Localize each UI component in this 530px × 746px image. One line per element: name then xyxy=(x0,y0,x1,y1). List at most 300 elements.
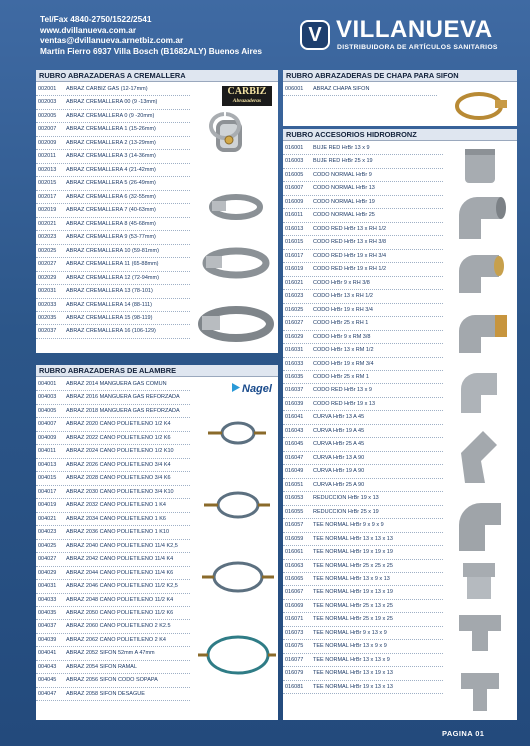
product-row xyxy=(283,142,443,155)
product-description: CODO NORMAL HrBr 13 xyxy=(313,185,375,192)
product-row xyxy=(36,325,190,338)
product-description: ABRAZ 2050 CANO POLIETILENO 11/2 K6 xyxy=(66,609,174,616)
product-row xyxy=(283,398,443,411)
header xyxy=(0,0,530,70)
product-description: CODO HrBr 25 x RM 1 xyxy=(313,373,369,380)
product-description: ABRAZ 2044 CANO POLIETILENO 11/4 K6 xyxy=(66,569,174,576)
product-code: 016045 xyxy=(285,441,304,448)
product-code: 002027 xyxy=(38,261,57,268)
product-row xyxy=(283,506,443,519)
product-code: 004029 xyxy=(38,569,57,576)
product-code: 002013 xyxy=(38,166,57,173)
product-list-hidrobronz xyxy=(283,142,443,694)
product-row xyxy=(36,499,190,512)
section-title-alambre: RUBRO ABRAZADERAS DE ALAMBRE xyxy=(36,365,278,377)
product-row xyxy=(36,674,190,687)
product-code: 016071 xyxy=(285,616,304,623)
product-code: 016065 xyxy=(285,576,304,582)
logo-name: VILLANUEVA xyxy=(336,16,493,43)
product-row xyxy=(36,661,190,674)
product-description: ABRAZ 2046 CANO POLIETILENO 11/2 K2,5 xyxy=(66,583,178,590)
nagel-logo xyxy=(232,383,272,395)
product-description: ABRAZ 2058 SIFON DESAGUE xyxy=(66,690,145,697)
product-row xyxy=(283,519,443,532)
product-row xyxy=(283,169,443,182)
product-description: ABRAZ 2048 CANO POLIETILENO 11/2 K4 xyxy=(66,596,174,603)
product-description: ABRAZ CREMALLERA 4 (21-42mm) xyxy=(66,166,156,173)
product-code: 004021 xyxy=(38,515,57,522)
product-code: 016049 xyxy=(285,468,304,475)
product-description: CODO RED HrBr 13 x RH 3/8 xyxy=(313,239,387,246)
product-description: ABRAZ CREMALLERA 5 (26-49mm) xyxy=(66,180,156,187)
product-row xyxy=(283,250,443,263)
product-row xyxy=(36,513,190,526)
fitting-images xyxy=(447,143,513,718)
hose-clamp-images xyxy=(196,110,276,350)
product-code: 016051 xyxy=(285,481,304,488)
product-description: ABRAZ 2040 CANO POLIETILENO 11/4 K2,5 xyxy=(66,542,178,549)
product-row xyxy=(283,182,443,195)
product-code: 002011 xyxy=(38,153,56,160)
product-description: ABRAZ 2034 CANO POLIETILENO 1 K6 xyxy=(66,515,166,522)
product-code: 016047 xyxy=(285,454,304,461)
product-description: CURVA HrBr 19 A 90 xyxy=(313,468,365,475)
product-code: 002019 xyxy=(38,207,57,214)
product-code: 004019 xyxy=(38,502,57,509)
product-description: REDUCCION HrBr 19 x 13 xyxy=(313,495,379,502)
product-code: 016025 xyxy=(285,306,304,313)
product-description: ABRAZ CREMALLERA 8 (45-68mm) xyxy=(66,220,156,227)
product-code: 016067 xyxy=(285,589,304,596)
product-row xyxy=(36,312,190,325)
product-code: 016073 xyxy=(285,629,304,636)
product-list-cremallera xyxy=(36,83,190,339)
product-row xyxy=(36,177,190,190)
product-row xyxy=(283,452,443,465)
product-row xyxy=(283,479,443,492)
section-chapa xyxy=(283,70,517,126)
product-row xyxy=(36,272,190,285)
product-description: CODO NORMAL HrBr 19 xyxy=(313,198,375,205)
contact-block xyxy=(40,14,262,56)
product-description: ABRAZ 2062 CANO POLIETILENO 2 K4 xyxy=(66,636,166,643)
product-code: 004035 xyxy=(38,609,57,616)
product-list-alambre xyxy=(36,378,190,701)
product-code: 004007 xyxy=(38,421,57,428)
product-code: 016003 xyxy=(285,158,304,165)
villanueva-logo xyxy=(300,18,500,60)
product-row xyxy=(283,425,443,438)
product-description: ABRAZ 2052 SIFON 52mm A 47mm xyxy=(66,650,155,657)
tee-reducing-icon xyxy=(461,673,499,711)
wire-clamp-xlarge-icon xyxy=(198,637,276,673)
product-row xyxy=(283,600,443,613)
product-description: CODO HrBr 19 x RH 3/4 xyxy=(313,306,373,313)
product-description: CURVA HrBr 19 A 45 xyxy=(313,427,365,434)
product-description: ABRAZ 2056 SIFON CODO SOPAPA xyxy=(66,677,158,684)
product-row xyxy=(36,150,190,163)
product-description: TEE NORMAL HrBr 13 x 13 x 13 xyxy=(313,535,393,542)
product-row xyxy=(283,438,443,451)
product-code: 004043 xyxy=(38,663,57,670)
product-row xyxy=(283,465,443,478)
product-row xyxy=(36,378,190,391)
product-code: 016055 xyxy=(285,508,304,515)
product-description: ABRAZ CREMALLERA 2 (13-29mm) xyxy=(66,139,156,146)
product-code: 002035 xyxy=(38,314,57,321)
product-row xyxy=(283,411,443,424)
product-row xyxy=(36,285,190,298)
product-row xyxy=(283,83,437,96)
product-code: 016027 xyxy=(285,320,304,327)
reducing-elbow-icon xyxy=(461,373,497,413)
product-code: 016081 xyxy=(285,683,304,690)
product-code: 016059 xyxy=(285,535,304,542)
product-description: ABRAZ CHAPA SIFON xyxy=(313,86,370,92)
product-description: ABRAZ 2032 CANO POLIETILENO 1 K4 xyxy=(66,502,166,509)
product-row xyxy=(36,164,190,177)
product-row xyxy=(36,96,190,109)
product-row xyxy=(283,667,443,680)
product-row xyxy=(36,445,190,458)
product-code: 016011 xyxy=(285,212,303,219)
product-description: TEE NORMAL HrBr 13 x 19 x 13 xyxy=(313,670,393,677)
product-description: ABRAZ CREMALLERA 6 (32-55mm) xyxy=(66,193,156,200)
product-code: 006001 xyxy=(285,86,304,92)
product-code: 016043 xyxy=(285,427,304,434)
product-code: 002023 xyxy=(38,234,57,241)
product-row xyxy=(283,586,443,599)
product-description: CURVA HrBr 25 A 45 xyxy=(313,441,365,448)
product-row xyxy=(36,567,190,580)
product-code: 004039 xyxy=(38,636,57,643)
product-row xyxy=(36,540,190,553)
product-row xyxy=(283,263,443,276)
product-description: ABRAZ CREMALLERA 14 (88-111) xyxy=(66,301,152,308)
product-description: ABRAZ CREMALLERA 9 (53-77mm) xyxy=(66,234,156,241)
product-row xyxy=(283,627,443,640)
product-code: 004011 xyxy=(38,448,56,455)
worm-clamp-small-icon xyxy=(212,197,260,217)
product-description: ABRAZ CREMALLERA 7 (40-63mm) xyxy=(66,207,156,214)
product-description: TEE NORMAL HrBr 19 x 13 x 19 xyxy=(313,589,393,596)
product-code: 002017 xyxy=(38,193,57,200)
product-code: 016053 xyxy=(285,495,304,502)
logo-subtitle: DISTRIBUIDORA DE ARTÍCULOS SANITARIOS xyxy=(337,44,498,51)
product-code: 016033 xyxy=(285,360,304,367)
section-title-chapa: RUBRO ABRAZADERAS DE CHAPA PARA SIFON xyxy=(283,70,517,82)
product-row xyxy=(283,236,443,249)
product-code: 016001 xyxy=(285,145,304,151)
product-row xyxy=(36,634,190,647)
product-description: ABRAZ CREMALLERA 10 (59-81mm) xyxy=(66,247,159,254)
product-row xyxy=(283,331,443,344)
worm-clamp-medium-icon xyxy=(206,251,266,275)
product-description: TEE NORMAL HrBr 13 x 13 x 9 xyxy=(313,656,390,663)
product-code: 016075 xyxy=(285,643,304,650)
section-title-hidrobronz: RUBRO ACCESORIOS HIDROBRONZ xyxy=(283,129,517,141)
product-code: 016037 xyxy=(285,387,304,394)
product-row xyxy=(36,620,190,633)
product-row xyxy=(36,594,190,607)
product-list-chapa xyxy=(283,83,437,96)
product-code: 016035 xyxy=(285,373,304,380)
product-row xyxy=(283,223,443,236)
product-code: 004017 xyxy=(38,488,57,495)
product-code: 002021 xyxy=(38,220,57,227)
product-code: 004027 xyxy=(38,556,57,563)
product-code: 016039 xyxy=(285,400,304,407)
product-code: 004009 xyxy=(38,434,57,441)
product-row xyxy=(36,580,190,593)
product-row xyxy=(283,196,443,209)
product-row xyxy=(36,299,190,312)
product-description: ABRAZ 2060 CANO POLIETILENO 2 K2.5 xyxy=(66,623,171,630)
product-code: 016007 xyxy=(285,185,304,192)
product-description: ABRAZ 2024 CANO POLIETILENO 1/2 K10 xyxy=(66,448,174,455)
product-description: CODO HrBr 13 x RH 1/2 xyxy=(313,293,373,300)
product-row xyxy=(36,607,190,620)
product-description: TEE NORMAL HrBr 25 x 25 x 25 xyxy=(313,562,393,569)
logo-mark xyxy=(300,20,330,50)
product-code: 016079 xyxy=(285,670,304,677)
product-code: 016057 xyxy=(285,522,304,529)
product-code: 016009 xyxy=(285,198,304,205)
product-row xyxy=(36,459,190,472)
product-row xyxy=(283,654,443,667)
product-row xyxy=(283,371,443,384)
product-row xyxy=(283,277,443,290)
product-code: 016023 xyxy=(285,293,304,300)
product-description: ABRAZ CREMALLERA 00 (9 -13mm) xyxy=(66,99,158,106)
product-description: ABRAZ 2022 CANO POLIETILENO 1/2 K6 xyxy=(66,434,171,441)
page-number: PAGINA 01 xyxy=(442,729,485,738)
product-description: ABRAZ CREMALLERA 0 (9 -20mm) xyxy=(66,112,155,119)
product-description: ABRAZ 2020 CANO POLIETILENO 1/2 K4 xyxy=(66,421,171,428)
bushing-icon xyxy=(465,149,495,183)
product-row xyxy=(283,613,443,626)
product-code: 002037 xyxy=(38,328,57,335)
product-description: TEE NORMAL HrBr 25 x 13 x 25 xyxy=(313,602,393,609)
product-description: ABRAZ 2042 CANO POLIETILENO 11/4 K4 xyxy=(66,556,174,563)
product-row xyxy=(36,191,190,204)
product-code: 002033 xyxy=(38,301,57,308)
product-row xyxy=(36,218,190,231)
product-description: ABRAZ CARBIZ GAS (12-17mm) xyxy=(66,86,148,92)
product-row xyxy=(36,432,190,445)
product-description: CODO HrBr 9 x RH 3/8 xyxy=(313,279,370,286)
product-description: CODO RED HrBr 13 x RH 1/2 xyxy=(313,225,387,232)
product-description: CODO RED HrBr 19 x RH 3/4 xyxy=(313,252,387,259)
product-code: 016021 xyxy=(285,279,304,286)
product-description: CURVA HrBr 13 A 45 xyxy=(313,414,365,421)
wire-clamp-images xyxy=(196,405,276,715)
product-code: 016017 xyxy=(285,252,304,259)
product-row xyxy=(283,155,443,168)
email-link[interactable]: ventas@dvillanueva.arnetbiz.com.ar xyxy=(40,35,184,45)
product-row xyxy=(36,688,190,701)
product-row xyxy=(36,526,190,539)
product-description: BUJE RED HrBr 25 x 19 xyxy=(313,158,373,165)
product-row xyxy=(36,405,190,418)
product-row xyxy=(283,304,443,317)
product-code: 016077 xyxy=(285,656,304,663)
product-description: ABRAZ CREMALLERA 15 (98-119) xyxy=(66,314,153,321)
curve-45-icon xyxy=(461,431,497,483)
product-row xyxy=(36,245,190,258)
product-row xyxy=(283,492,443,505)
product-description: ABRAZ CREMALLERA 13 (78-101) xyxy=(66,288,153,295)
curve-90-icon xyxy=(459,503,501,551)
product-code: 004015 xyxy=(38,475,57,482)
product-code: 002009 xyxy=(38,139,57,146)
product-description: CODO NORMAL HrBr 25 xyxy=(313,212,375,219)
carbiz-brand-sub: Abrazaderas xyxy=(232,98,262,104)
product-code: 016005 xyxy=(285,171,304,178)
nagel-brand-name: Nagel xyxy=(242,383,272,395)
product-row xyxy=(283,384,443,397)
wire-clamp-medium-icon xyxy=(204,493,270,517)
product-description: ABRAZ CREMALLERA 12 (72-94mm) xyxy=(66,274,159,281)
product-code: 002025 xyxy=(38,247,57,254)
wire-clamp-large-icon xyxy=(202,563,274,591)
product-description: CODO HrBr 19 x RM 3/4 xyxy=(313,360,374,367)
product-description: ABRAZ 2054 SIFON RAMAL xyxy=(66,663,137,670)
product-code: 004025 xyxy=(38,542,57,549)
section-hidrobronz xyxy=(283,129,517,720)
product-description: TEE NORMAL HrBr 19 x 19 x 19 xyxy=(313,549,393,556)
product-code: 004013 xyxy=(38,461,57,468)
product-description: REDUCCION HrBr 25 x 19 xyxy=(313,508,379,515)
product-row xyxy=(36,110,190,123)
product-description: CODO RED HrBr 13 x 9 xyxy=(313,387,372,394)
product-row xyxy=(283,358,443,371)
product-description: CODO RED HrBr 19 x RH 1/2 xyxy=(313,266,387,273)
product-row xyxy=(36,553,190,566)
product-code: 004037 xyxy=(38,623,57,630)
gas-clamp-icon xyxy=(211,114,240,150)
product-code: 002005 xyxy=(38,112,57,119)
product-code: 016031 xyxy=(285,347,304,354)
product-description: CODO HrBr 9 x RM 3/8 xyxy=(313,333,371,340)
product-description: TEE NORMAL HrBr 13 x 9 x 13 xyxy=(313,576,390,582)
product-code: 004047 xyxy=(38,690,57,697)
product-description: ABRAZ CREMALLERA 16 (106-129) xyxy=(66,328,156,335)
product-code: 004031 xyxy=(38,583,57,590)
product-code: 016061 xyxy=(285,549,304,556)
tee-icon xyxy=(459,615,501,651)
product-description: ABRAZ 2026 CANO POLIETILENO 3/4 K4 xyxy=(66,461,171,468)
product-row xyxy=(36,231,190,244)
carbiz-brand-name: CARBIZ xyxy=(227,86,267,97)
product-row xyxy=(283,640,443,653)
product-row xyxy=(36,204,190,217)
product-code: 004023 xyxy=(38,529,57,536)
product-code: 002003 xyxy=(38,99,57,106)
product-row xyxy=(283,344,443,357)
product-code: 004005 xyxy=(38,407,57,414)
product-description: CODO NORMAL HrBr 9 xyxy=(313,171,372,178)
product-row xyxy=(283,317,443,330)
product-code: 004003 xyxy=(38,394,57,401)
product-code: 016019 xyxy=(285,266,304,273)
product-description: ABRAZ CREMALLERA 3 (14-36mm) xyxy=(66,153,156,160)
nagel-mark-icon xyxy=(232,383,240,392)
product-description: ABRAZ 2016 MANGUERA GAS REFORZADA xyxy=(66,394,180,401)
product-code: 004001 xyxy=(38,381,57,387)
section-cremallera xyxy=(36,70,278,353)
product-code: 002015 xyxy=(38,180,57,187)
product-description: CODO HrBr 13 x RM 1/2 xyxy=(313,347,374,354)
product-description: TEE NORMAL HrBr 9 x 13 x 9 xyxy=(313,629,387,636)
product-row xyxy=(36,258,190,271)
product-code: 004033 xyxy=(38,596,57,603)
product-row xyxy=(283,209,443,222)
product-row xyxy=(283,681,443,694)
product-description: CODO RED HrBr 19 x 13 xyxy=(313,400,376,407)
product-row xyxy=(283,533,443,546)
product-description: BUJE RED HrBr 13 x 9 xyxy=(313,145,370,151)
product-row xyxy=(283,290,443,303)
product-row xyxy=(36,647,190,660)
product-description: ABRAZ 2028 CANO POLIETILENO 3/4 K6 xyxy=(66,475,171,482)
product-code: 016069 xyxy=(285,602,304,609)
worm-clamp-large-icon xyxy=(202,310,270,338)
product-code: 002029 xyxy=(38,274,57,281)
product-description: TEE NORMAL HrBr 13 x 9 x 9 xyxy=(313,643,387,650)
product-description: TEE NORMAL HrBr 19 x 13 x 13 xyxy=(313,683,393,690)
product-code: 002007 xyxy=(38,126,57,133)
section-alambre xyxy=(36,365,278,720)
product-description: CURVA HrBr 13 A 90 xyxy=(313,454,365,461)
product-description: ABRAZ 2018 MANGUERA GAS REFORZADA xyxy=(66,407,180,414)
carbiz-logo xyxy=(222,86,272,106)
product-code: 016041 xyxy=(285,414,304,421)
reducer-icon xyxy=(463,563,495,599)
product-code: 002031 xyxy=(38,288,57,295)
product-row xyxy=(36,472,190,485)
product-description: ABRAZ 2030 CANO POLIETILENO 3/4 K10 xyxy=(66,488,174,495)
product-row xyxy=(36,418,190,431)
product-row xyxy=(283,560,443,573)
website-link[interactable]: www.dvillanueva.com.ar xyxy=(40,24,137,35)
product-row xyxy=(36,486,190,499)
product-row xyxy=(36,391,190,404)
product-description: ABRAZ CREMALLERA 1 (15-26mm) xyxy=(66,126,156,133)
product-code: 016029 xyxy=(285,333,304,340)
product-row xyxy=(36,123,190,136)
wire-clamp-small-icon xyxy=(208,423,266,443)
product-description: CURVA HrBr 25 A 90 xyxy=(313,481,365,488)
product-row xyxy=(283,573,443,586)
product-code: 004041 xyxy=(38,650,57,657)
product-description: ABRAZ CREMALLERA 11 (65-88mm) xyxy=(66,261,159,268)
product-code: 016063 xyxy=(285,562,304,569)
product-code: 002001 xyxy=(38,86,57,92)
elbow-icon xyxy=(459,197,506,239)
sheet-clamp-icon xyxy=(451,86,511,124)
product-code: 004045 xyxy=(38,677,57,684)
product-code: 016013 xyxy=(285,225,304,232)
product-description: ABRAZ 2036 CANO POLIETILENO 1 K10 xyxy=(66,529,170,536)
product-description: ABRAZ 2014 MANGUERA GAS COMUN xyxy=(66,381,167,387)
product-row xyxy=(283,546,443,559)
elbow-female-icon xyxy=(459,255,504,293)
product-description: CODO HrBr 25 x RH 1 xyxy=(313,320,369,327)
product-row xyxy=(36,83,190,96)
product-description: TEE NORMAL HrBr 25 x 19 x 25 xyxy=(313,616,393,623)
product-description: TEE NORMAL HrBr 9 x 9 x 9 xyxy=(313,522,384,529)
